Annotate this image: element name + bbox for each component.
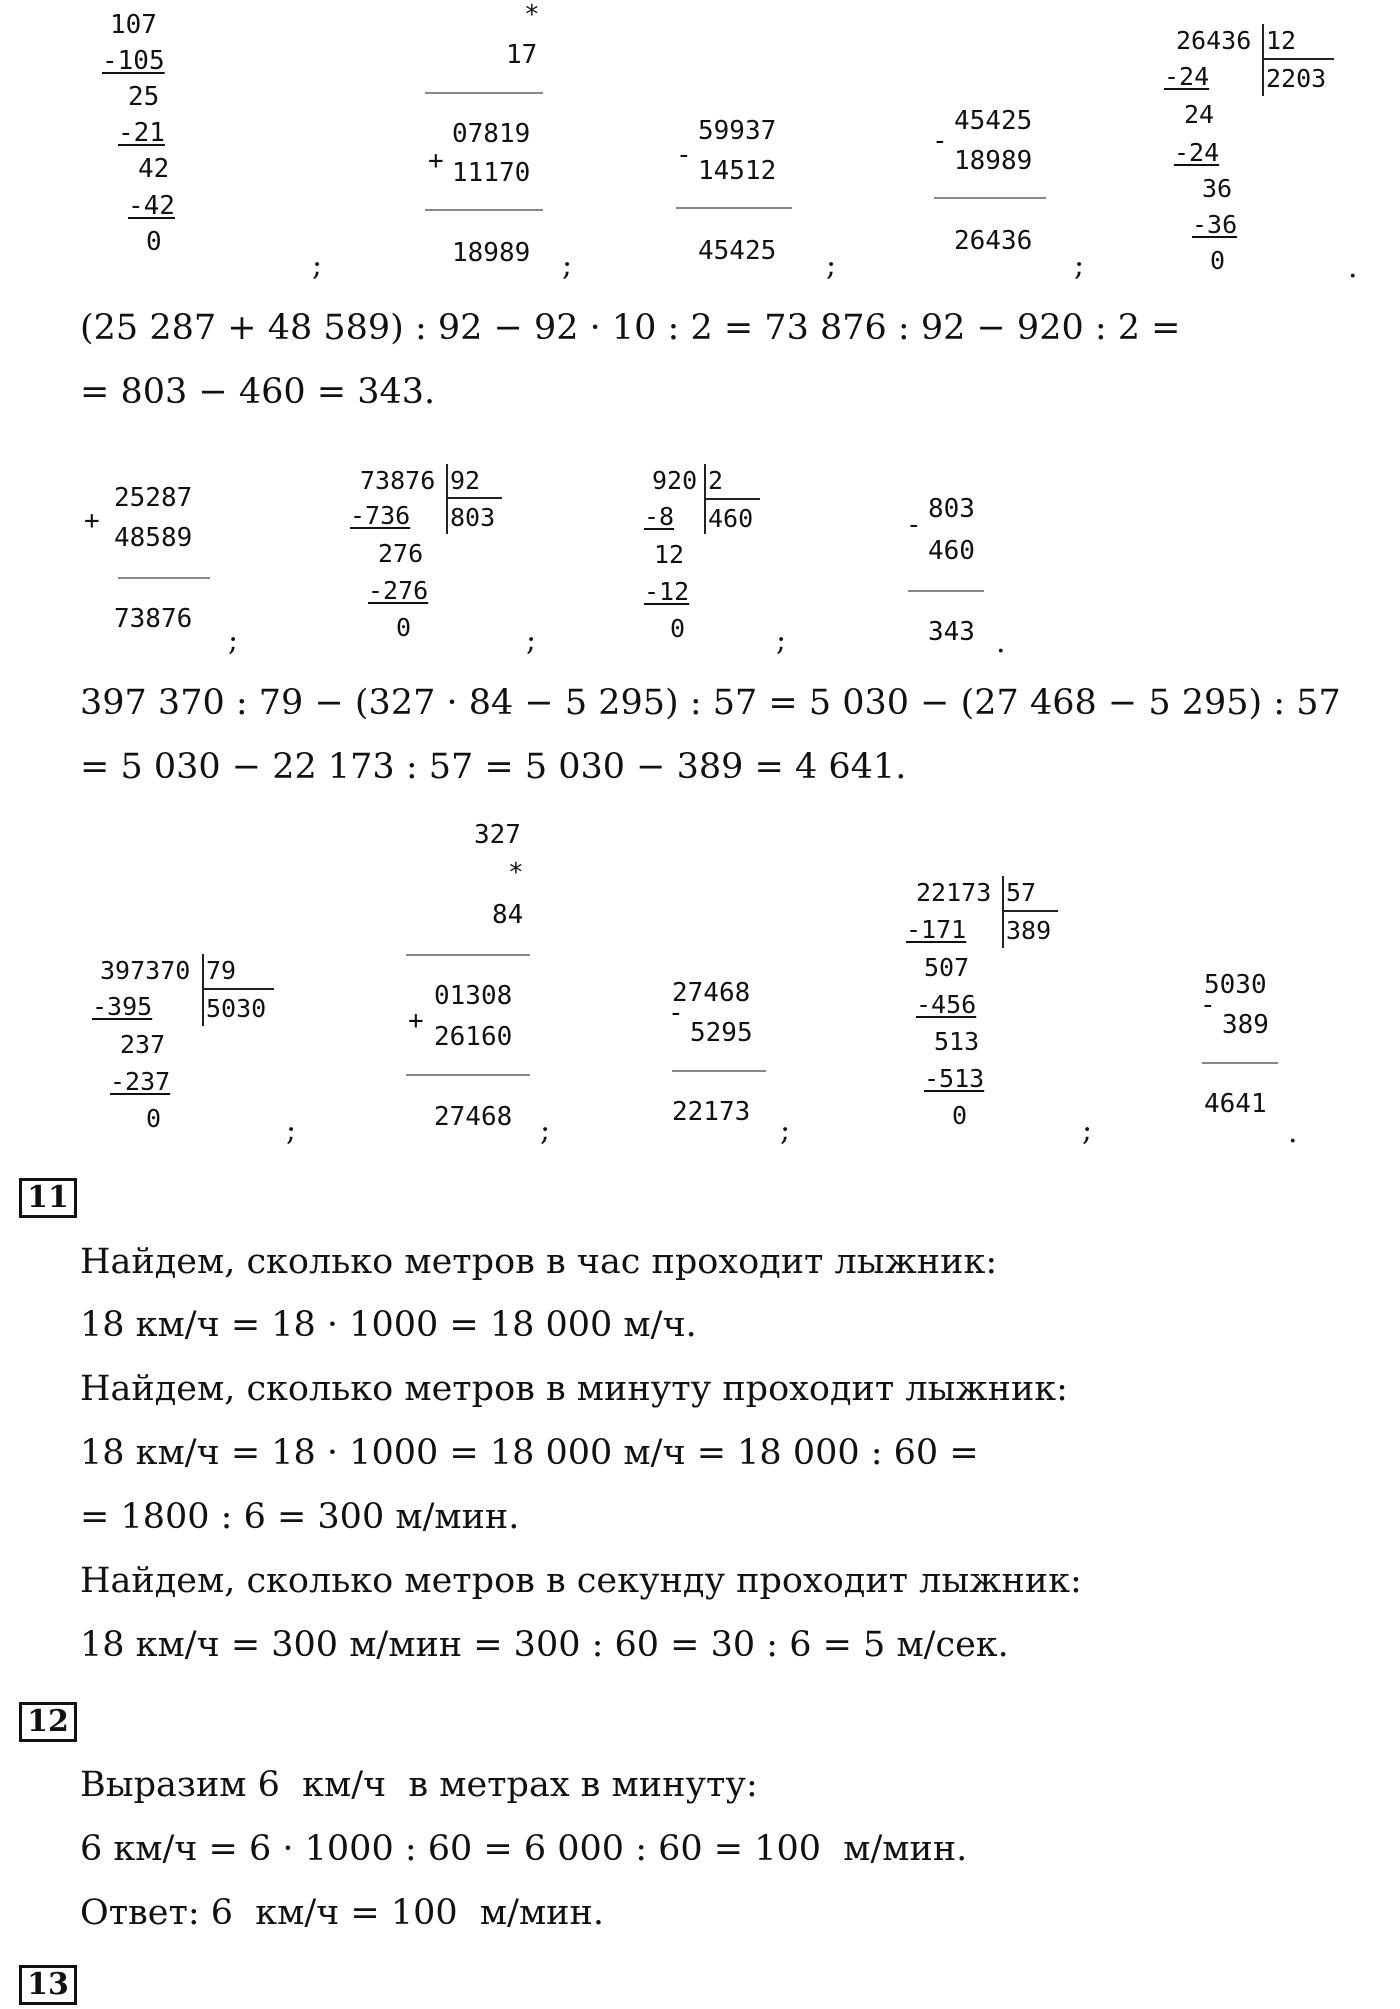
division-row: -276: [368, 576, 429, 605]
minuend: 5030: [1204, 970, 1267, 1000]
division-bar: [704, 498, 760, 500]
division-row: 237: [120, 1030, 166, 1059]
division-bar: [446, 497, 502, 499]
division-row: 0: [1210, 246, 1226, 275]
division-row: 513: [934, 1027, 980, 1056]
rule-line: [934, 197, 1046, 199]
divisor: 2: [708, 466, 724, 495]
multiply-sign: *: [508, 858, 524, 888]
plus-sign: +: [84, 506, 100, 536]
rule-line: [676, 207, 792, 209]
partial-product: 11170: [452, 158, 531, 188]
dividend: 920: [652, 466, 698, 495]
multiply-sign: *: [524, 0, 540, 30]
separator: ;: [826, 248, 837, 283]
rule-line: [672, 1070, 766, 1072]
dividend: 397370: [100, 956, 191, 985]
plus-sign: +: [428, 146, 444, 176]
product-result: 18989: [452, 238, 531, 268]
quotient: 460: [708, 504, 754, 533]
division-row: -24: [1174, 138, 1220, 167]
separator: ;: [540, 1113, 551, 1148]
division-row: 24: [1184, 100, 1215, 129]
division-row: 12: [654, 540, 685, 569]
solution-line: 18 км/ч = 300 м/мин = 300 : 60 = 30 : 6 = 5 м/сек.: [80, 1625, 1009, 1665]
expression-line: = 5 030 − 22 173 : 57 = 5 030 − 389 = 4 641.: [80, 747, 907, 787]
rule-line: [406, 1074, 530, 1076]
plus-sign: +: [408, 1006, 424, 1036]
division-row: -8: [644, 502, 675, 531]
quotient: 5030: [206, 994, 267, 1023]
separator: ;: [228, 623, 239, 658]
minus-sign: -: [1200, 990, 1216, 1020]
divisor: 57: [1006, 878, 1037, 907]
rule-line: [425, 92, 543, 94]
expression-line: (25 287 + 48 589) : 92 − 92 · 10 : 2 = 73 876 : 92 − 920 : 2 =: [80, 308, 1181, 348]
difference: 45425: [698, 236, 777, 266]
separator: ;: [1074, 248, 1085, 283]
minus-sign: -: [676, 140, 692, 170]
solution-line: Ответ: 6 км/ч = 100 м/мин.: [80, 1893, 604, 1933]
divisor: 12: [1266, 26, 1297, 55]
minuend: 45425: [954, 106, 1033, 136]
division-row: -36: [1192, 210, 1238, 239]
solution-line: Найдем, сколько метров в час проходит лыжник:: [80, 1242, 998, 1282]
division-row: -513: [924, 1064, 985, 1093]
subtrahend: 18989: [954, 146, 1033, 176]
solution-line: Выразим 6 км/ч в метрах в минуту:: [80, 1765, 758, 1805]
division-row: -395: [92, 992, 153, 1021]
sum: 73876: [114, 604, 193, 634]
division-bar: [202, 954, 204, 1026]
product-result: 27468: [434, 1102, 513, 1132]
separator: ;: [1082, 1113, 1093, 1148]
division-row: 0: [952, 1101, 968, 1130]
quotient: 2203: [1266, 64, 1327, 93]
minus-sign: -: [932, 126, 948, 156]
division-row: 25: [128, 82, 160, 112]
minuend: 27468: [672, 978, 751, 1008]
division-bar: [1262, 58, 1334, 60]
division-row: 36: [1202, 174, 1233, 203]
minus-sign: -: [906, 510, 922, 540]
division-bar: [446, 464, 448, 534]
difference: 4641: [1204, 1089, 1267, 1119]
rule-line: [425, 209, 543, 211]
division-row: 0: [670, 614, 686, 643]
task-number-badge: 13: [19, 1965, 77, 2005]
task-number-badge: 11: [19, 1178, 77, 1218]
solution-line: 6 км/ч = 6 · 1000 : 60 = 6 000 : 60 = 100 м/мин.: [80, 1829, 968, 1869]
end-period: .: [996, 625, 1006, 660]
minuend: 59937: [698, 116, 777, 146]
difference: 26436: [954, 226, 1033, 256]
subtrahend: 389: [1222, 1010, 1269, 1040]
subtrahend: 14512: [698, 156, 777, 186]
expression-line: 397 370 : 79 − (327 · 84 − 5 295) : 57 = 5 030 − (27 468 − 5 295) : 57: [80, 683, 1341, 723]
separator: ;: [780, 1113, 791, 1148]
division-bar: [1002, 910, 1058, 912]
division-row: -456: [916, 990, 977, 1019]
rule-line: [406, 954, 530, 956]
end-period: .: [1348, 250, 1358, 285]
solution-line: 18 км/ч = 18 · 1000 = 18 000 м/ч.: [80, 1305, 697, 1345]
divisor: 79: [206, 956, 237, 985]
subtrahend: 460: [928, 536, 975, 566]
solution-line: = 1800 : 6 = 300 м/мин.: [80, 1497, 520, 1537]
minuend: 803: [928, 494, 975, 524]
division-row: -24: [1164, 62, 1210, 91]
subtrahend: 5295: [690, 1018, 753, 1048]
division-bar: [1262, 24, 1264, 96]
division-row: -21: [118, 118, 165, 148]
solution-line: Найдем, сколько метров в минуту проходит лыжник:: [80, 1369, 1068, 1409]
end-period: .: [1288, 1115, 1298, 1150]
division-row: 0: [396, 613, 412, 642]
division-row: -171: [906, 915, 967, 944]
factor: 84: [492, 900, 524, 930]
division-row: -12: [644, 577, 690, 606]
separator: ;: [286, 1113, 297, 1148]
division-bar: [202, 988, 274, 990]
factor: 327: [474, 820, 521, 850]
division-bar: [1002, 876, 1004, 948]
division-row: 276: [378, 539, 424, 568]
rule-line: [1202, 1062, 1278, 1064]
division-row: -736: [350, 501, 411, 530]
dividend: 26436: [1176, 26, 1252, 55]
solution-line: Найдем, сколько метров в секунду проходит лыжник:: [80, 1561, 1082, 1601]
division-row: -105: [102, 46, 165, 76]
separator: ;: [312, 248, 323, 283]
factor: 17: [506, 40, 538, 70]
separator: ;: [526, 623, 537, 658]
division-row: 0: [146, 227, 162, 257]
dividend: 73876: [360, 466, 436, 495]
expression-line: = 803 − 460 = 343.: [80, 372, 436, 412]
difference: 343: [928, 617, 975, 647]
addend: 48589: [114, 523, 193, 553]
addend: 25287: [114, 483, 193, 513]
division-row: 107: [110, 10, 157, 40]
partial-product: 07819: [452, 119, 531, 149]
rule-line: [118, 577, 210, 579]
division-row: -42: [128, 191, 175, 221]
division-row: 0: [146, 1104, 162, 1133]
solution-line: 18 км/ч = 18 · 1000 = 18 000 м/ч = 18 000 : 60 =: [80, 1433, 979, 1473]
task-number-badge: 12: [19, 1702, 77, 1742]
minus-sign: -: [668, 998, 684, 1028]
partial-product: 26160: [434, 1022, 513, 1052]
dividend: 22173: [916, 878, 992, 907]
separator: ;: [776, 623, 787, 658]
rule-line: [908, 590, 984, 592]
division-row: -237: [110, 1067, 171, 1096]
quotient: 803: [450, 503, 496, 532]
division-row: 507: [924, 953, 970, 982]
separator: ;: [562, 248, 573, 283]
division-row: 42: [138, 154, 170, 184]
difference: 22173: [672, 1097, 751, 1127]
partial-product: 01308: [434, 981, 513, 1011]
divisor: 92: [450, 466, 481, 495]
quotient: 389: [1006, 916, 1052, 945]
